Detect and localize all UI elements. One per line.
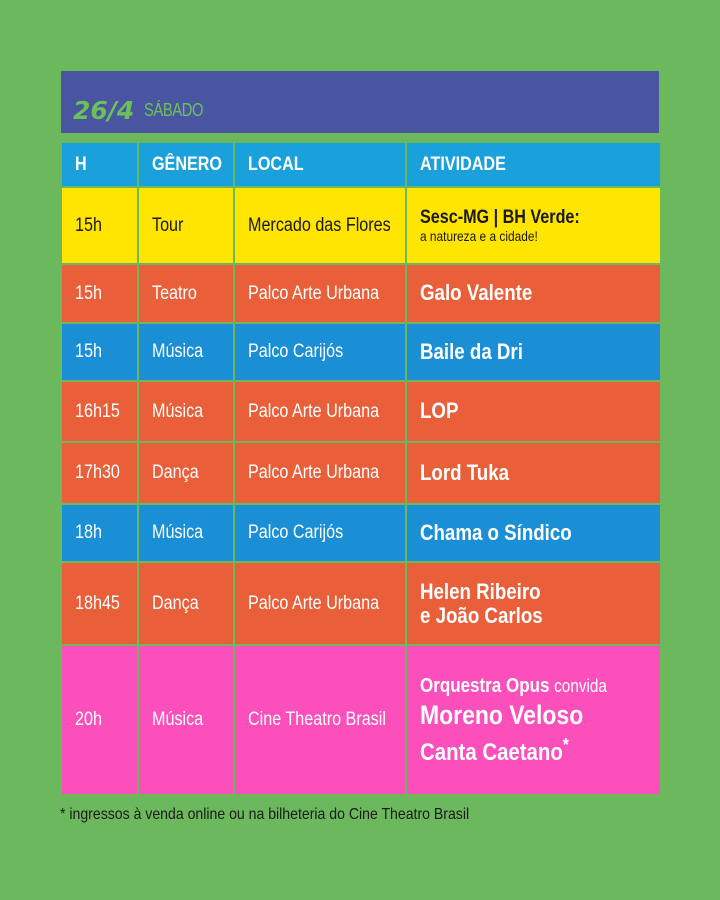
table-row (61, 264, 661, 323)
cell-hour: 16h15 (61, 381, 138, 442)
table-header-row (61, 142, 661, 187)
cell-activity: Orquestra Opus convida Moreno Veloso Canta Caetano* (406, 645, 661, 795)
cell-place: Palco Carijós (234, 504, 406, 562)
cell-hour: 15h (61, 323, 138, 381)
header-activity: ATIVIDADE (406, 142, 661, 187)
table-row (61, 381, 661, 442)
header-place: LOCAL (234, 142, 406, 187)
table-row (61, 187, 661, 264)
cell-place: Mercado das Flores (234, 187, 406, 264)
schedule-table (60, 141, 662, 796)
cell-hour: 18h45 (61, 562, 138, 645)
cell-place: Palco Arte Urbana (234, 442, 406, 504)
table-row (61, 442, 661, 504)
table-row (61, 645, 661, 795)
cell-hour: 15h (61, 187, 138, 264)
cell-activity: Helen Ribeiro e João Carlos (406, 562, 661, 645)
ticket-footnote: * ingressos à venda online ou na bilheteria do Cine Theatro Brasil (60, 806, 470, 823)
cell-genre: Tour (138, 187, 234, 264)
cell-place: Palco Carijós (234, 323, 406, 381)
cell-genre: Música (138, 381, 234, 442)
cell-activity: Galo Valente (406, 264, 661, 323)
header-genre: GÊNERO (138, 142, 234, 187)
cell-place: Palco Arte Urbana (234, 264, 406, 323)
cell-hour: 17h30 (61, 442, 138, 504)
cell-place: Cine Theatro Brasil (234, 645, 406, 795)
event-date: 26/4 (73, 95, 135, 125)
cell-place: Palco Arte Urbana (234, 381, 406, 442)
cell-genre: Teatro (138, 264, 234, 323)
cell-hour: 18h (61, 504, 138, 562)
cell-hour: 15h (61, 264, 138, 323)
date-banner (61, 71, 659, 133)
cell-genre: Música (138, 323, 234, 381)
cell-activity: Baile da Dri (406, 323, 661, 381)
event-weekday: SÁBADO (144, 99, 204, 120)
table-row (61, 504, 661, 562)
header-hour: H (61, 142, 138, 187)
cell-genre: Dança (138, 562, 234, 645)
cell-genre: Dança (138, 442, 234, 504)
table-row (61, 323, 661, 381)
cell-activity: Lord Tuka (406, 442, 661, 504)
cell-genre: Música (138, 504, 234, 562)
cell-activity: LOP (406, 381, 661, 442)
cell-place: Palco Arte Urbana (234, 562, 406, 645)
cell-hour: 20h (61, 645, 138, 795)
cell-genre: Música (138, 645, 234, 795)
table-row (61, 562, 661, 645)
cell-activity: Sesc-MG | BH Verde: a natureza e a cidade! (406, 187, 661, 264)
cell-activity: Chama o Síndico (406, 504, 661, 562)
